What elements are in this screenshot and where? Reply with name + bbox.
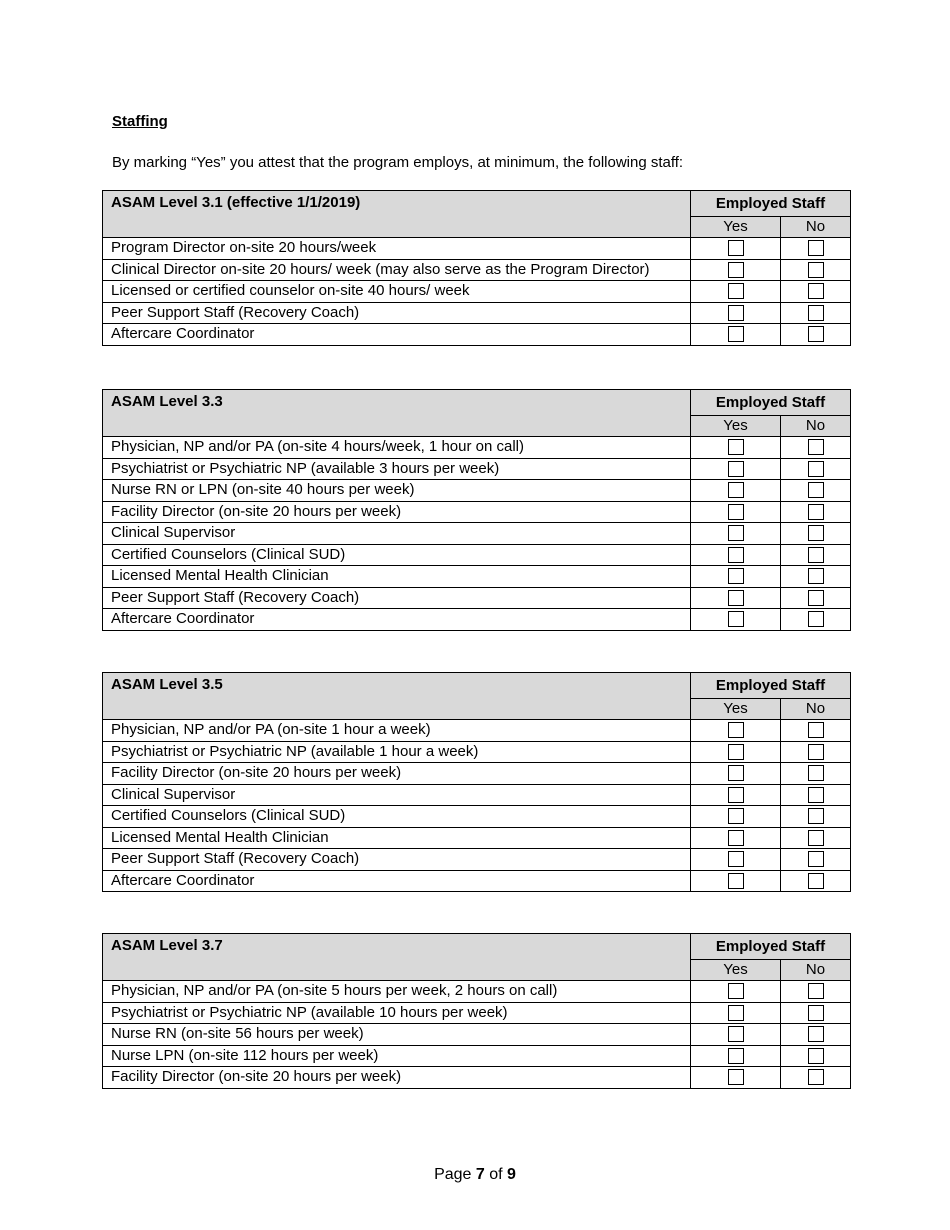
no-cell [781, 806, 851, 828]
no-cell [781, 849, 851, 871]
employed-staff-header: Employed Staff [691, 934, 851, 960]
yes-cell [691, 238, 781, 260]
staff-requirement: Aftercare Coordinator [103, 870, 691, 892]
yes-cell [691, 1067, 781, 1089]
staff-requirement: Physician, NP and/or PA (on-site 5 hours per week, 2 hours on call) [103, 981, 691, 1003]
no-checkbox[interactable] [808, 439, 824, 455]
yes-checkbox[interactable] [728, 240, 744, 256]
table-row [103, 806, 851, 828]
staff-table [102, 389, 851, 631]
no-cell [781, 259, 851, 281]
table-title: ASAM Level 3.7 [103, 934, 691, 981]
table-title: ASAM Level 3.1 (effective 1/1/2019) [103, 191, 691, 238]
yes-column-header: Yes [691, 217, 781, 238]
no-checkbox[interactable] [808, 590, 824, 606]
table-row [103, 849, 851, 871]
yes-cell [691, 523, 781, 545]
staff-requirement: Licensed or certified counselor on-site 40 hours/ week [103, 281, 691, 303]
no-cell [781, 437, 851, 459]
staff-requirement: Psychiatrist or Psychiatric NP (available 1 hour a week) [103, 741, 691, 763]
table-row [103, 870, 851, 892]
staff-requirement: Facility Director (on-site 20 hours per week) [103, 501, 691, 523]
staff-requirement: Certified Counselors (Clinical SUD) [103, 544, 691, 566]
yes-checkbox[interactable] [728, 283, 744, 299]
yes-checkbox[interactable] [728, 744, 744, 760]
table-row [103, 523, 851, 545]
table-row [103, 1024, 851, 1046]
table-row [103, 437, 851, 459]
yes-cell [691, 324, 781, 346]
staff-table [102, 190, 851, 346]
yes-column-header: Yes [691, 699, 781, 720]
no-cell [781, 763, 851, 785]
staff-requirement: Physician, NP and/or PA (on-site 1 hour a week) [103, 720, 691, 742]
no-cell [781, 566, 851, 588]
no-cell [781, 324, 851, 346]
no-column-header: No [781, 960, 851, 981]
no-checkbox[interactable] [808, 722, 824, 738]
no-cell [781, 480, 851, 502]
no-cell [781, 720, 851, 742]
staff-requirement: Facility Director (on-site 20 hours per week) [103, 763, 691, 785]
yes-cell [691, 609, 781, 631]
no-checkbox[interactable] [808, 744, 824, 760]
yes-cell [691, 1045, 781, 1067]
no-cell [781, 544, 851, 566]
yes-cell [691, 870, 781, 892]
yes-cell [691, 302, 781, 324]
table-row [103, 544, 851, 566]
no-checkbox[interactable] [808, 851, 824, 867]
no-column-header: No [781, 416, 851, 437]
yes-cell [691, 1024, 781, 1046]
staff-requirement: Physician, NP and/or PA (on-site 4 hours/week, 1 hour on call) [103, 437, 691, 459]
no-checkbox[interactable] [808, 326, 824, 342]
staff-requirement: Certified Counselors (Clinical SUD) [103, 806, 691, 828]
staff-requirement: Psychiatrist or Psychiatric NP (available 10 hours per week) [103, 1002, 691, 1024]
no-checkbox[interactable] [808, 525, 824, 541]
yes-checkbox[interactable] [728, 611, 744, 627]
yes-checkbox[interactable] [728, 765, 744, 781]
table-row [103, 1002, 851, 1024]
footer-prefix: Page [434, 1166, 476, 1183]
yes-column-header: Yes [691, 960, 781, 981]
staff-table [102, 933, 851, 1089]
yes-cell [691, 458, 781, 480]
yes-cell [691, 784, 781, 806]
table-row [103, 1045, 851, 1067]
no-cell [781, 501, 851, 523]
staff-requirement: Peer Support Staff (Recovery Coach) [103, 849, 691, 871]
yes-cell [691, 566, 781, 588]
no-checkbox[interactable] [808, 504, 824, 520]
yes-checkbox[interactable] [728, 590, 744, 606]
staff-requirement: Clinical Supervisor [103, 784, 691, 806]
no-checkbox[interactable] [808, 611, 824, 627]
no-cell [781, 302, 851, 324]
yes-cell [691, 1002, 781, 1024]
no-cell [781, 1002, 851, 1024]
no-checkbox[interactable] [808, 1005, 824, 1021]
table-row [103, 720, 851, 742]
no-cell [781, 523, 851, 545]
yes-checkbox[interactable] [728, 873, 744, 889]
yes-cell [691, 281, 781, 303]
yes-cell [691, 827, 781, 849]
yes-checkbox[interactable] [728, 851, 744, 867]
yes-checkbox[interactable] [728, 568, 744, 584]
table-row [103, 324, 851, 346]
table-row [103, 238, 851, 260]
staff-requirement: Licensed Mental Health Clinician [103, 566, 691, 588]
staff-requirement: Clinical Supervisor [103, 523, 691, 545]
yes-checkbox[interactable] [728, 1048, 744, 1064]
no-cell [781, 1067, 851, 1089]
table-row [103, 763, 851, 785]
table-row [103, 281, 851, 303]
no-checkbox[interactable] [808, 283, 824, 299]
yes-checkbox[interactable] [728, 808, 744, 824]
footer-middle: of [484, 1166, 508, 1183]
no-checkbox[interactable] [808, 873, 824, 889]
no-cell [781, 1024, 851, 1046]
table-row [103, 1067, 851, 1089]
yes-cell [691, 544, 781, 566]
yes-cell [691, 587, 781, 609]
no-cell [781, 981, 851, 1003]
table-row [103, 566, 851, 588]
no-cell [781, 1045, 851, 1067]
no-checkbox[interactable] [808, 461, 824, 477]
table-row [103, 827, 851, 849]
current-page-number: 7 [475, 1166, 485, 1183]
yes-checkbox[interactable] [728, 983, 744, 999]
yes-cell [691, 981, 781, 1003]
no-checkbox[interactable] [808, 568, 824, 584]
yes-cell [691, 806, 781, 828]
yes-checkbox[interactable] [728, 525, 744, 541]
no-checkbox[interactable] [808, 240, 824, 256]
table-row [103, 741, 851, 763]
staff-requirement: Licensed Mental Health Clinician [103, 827, 691, 849]
employed-staff-header: Employed Staff [691, 390, 851, 416]
no-checkbox[interactable] [808, 482, 824, 498]
table-row [103, 458, 851, 480]
no-cell [781, 741, 851, 763]
page-footer [0, 1166, 950, 1184]
yes-checkbox[interactable] [728, 439, 744, 455]
no-column-header: No [781, 217, 851, 238]
no-cell [781, 784, 851, 806]
yes-cell [691, 741, 781, 763]
yes-checkbox[interactable] [728, 1026, 744, 1042]
no-checkbox[interactable] [808, 547, 824, 563]
employed-staff-header: Employed Staff [691, 191, 851, 217]
staff-requirement: Aftercare Coordinator [103, 324, 691, 346]
yes-checkbox[interactable] [728, 722, 744, 738]
yes-checkbox[interactable] [728, 305, 744, 321]
yes-checkbox[interactable] [728, 262, 744, 278]
yes-cell [691, 501, 781, 523]
intro-text: By marking “Yes” you attest that the program employs, at minimum, the following staff: [112, 154, 684, 171]
yes-checkbox[interactable] [728, 482, 744, 498]
table-row [103, 609, 851, 631]
no-cell [781, 609, 851, 631]
table-row [103, 302, 851, 324]
table-row [103, 981, 851, 1003]
no-checkbox[interactable] [808, 262, 824, 278]
staff-requirement: Program Director on-site 20 hours/week [103, 238, 691, 260]
no-checkbox[interactable] [808, 765, 824, 781]
staff-requirement: Peer Support Staff (Recovery Coach) [103, 587, 691, 609]
table-title: ASAM Level 3.3 [103, 390, 691, 437]
section-heading: Staffing [112, 113, 168, 130]
yes-cell [691, 720, 781, 742]
yes-checkbox[interactable] [728, 1069, 744, 1085]
staff-table [102, 672, 851, 892]
no-checkbox[interactable] [808, 305, 824, 321]
yes-checkbox[interactable] [728, 504, 744, 520]
table-row [103, 587, 851, 609]
table-row [103, 501, 851, 523]
table-row [103, 784, 851, 806]
yes-checkbox[interactable] [728, 461, 744, 477]
yes-checkbox[interactable] [728, 326, 744, 342]
staff-requirement: Clinical Director on-site 20 hours/ week (may also serve as the Program Director) [103, 259, 691, 281]
table-row [103, 480, 851, 502]
no-checkbox[interactable] [808, 808, 824, 824]
yes-checkbox[interactable] [728, 787, 744, 803]
no-checkbox[interactable] [808, 787, 824, 803]
staff-requirement: Aftercare Coordinator [103, 609, 691, 631]
staff-requirement: Facility Director (on-site 20 hours per week) [103, 1067, 691, 1089]
no-cell [781, 281, 851, 303]
staff-requirement: Psychiatrist or Psychiatric NP (available 3 hours per week) [103, 458, 691, 480]
staff-requirement: Peer Support Staff (Recovery Coach) [103, 302, 691, 324]
no-checkbox[interactable] [808, 830, 824, 846]
no-checkbox[interactable] [808, 1048, 824, 1064]
yes-checkbox[interactable] [728, 547, 744, 563]
yes-checkbox[interactable] [728, 830, 744, 846]
no-checkbox[interactable] [808, 1026, 824, 1042]
staff-requirement: Nurse LPN (on-site 112 hours per week) [103, 1045, 691, 1067]
table-title: ASAM Level 3.5 [103, 673, 691, 720]
yes-cell [691, 437, 781, 459]
yes-cell [691, 480, 781, 502]
no-checkbox[interactable] [808, 983, 824, 999]
yes-cell [691, 763, 781, 785]
no-cell [781, 238, 851, 260]
total-page-number: 9 [507, 1166, 516, 1183]
no-column-header: No [781, 699, 851, 720]
staff-requirement: Nurse RN or LPN (on-site 40 hours per week) [103, 480, 691, 502]
yes-checkbox[interactable] [728, 1005, 744, 1021]
no-cell [781, 827, 851, 849]
staff-requirement: Nurse RN (on-site 56 hours per week) [103, 1024, 691, 1046]
no-cell [781, 458, 851, 480]
table-row [103, 259, 851, 281]
yes-cell [691, 849, 781, 871]
employed-staff-header: Employed Staff [691, 673, 851, 699]
no-checkbox[interactable] [808, 1069, 824, 1085]
yes-cell [691, 259, 781, 281]
no-cell [781, 870, 851, 892]
no-cell [781, 587, 851, 609]
yes-column-header: Yes [691, 416, 781, 437]
